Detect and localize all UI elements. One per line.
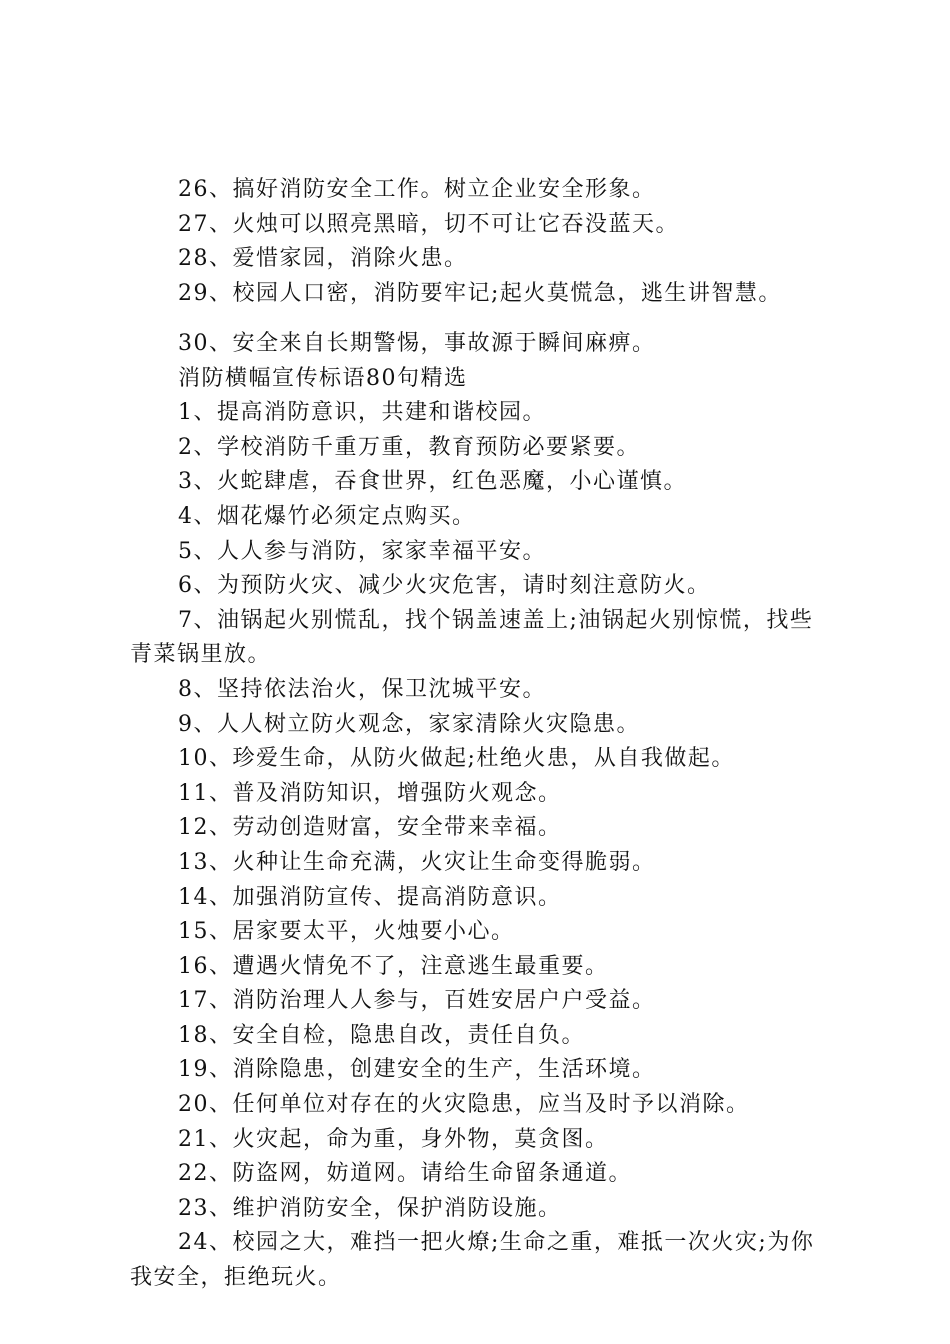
slogan-line: 30、安全来自长期警惕，事故源于瞬间麻痹。 (178, 331, 656, 356)
slogan-line: 11、普及消防知识，增强防火观念。 (178, 780, 562, 806)
slogan-line: 14、加强消防宣传、提高消防意识。 (178, 884, 562, 910)
slogan-line: 19、消除隐患，创建安全的生产，生活环境。 (178, 1057, 656, 1083)
slogan-line: 9、人人树立防火观念，家家清除火灾隐患。 (178, 711, 640, 737)
slogan-line: 1、提高消防意识，共建和谐校园。 (178, 400, 546, 426)
slogan-line: 7、油锅起火别慌乱，找个锅盖速盖上;油锅起火别惊慌，找些青菜锅里放。 (130, 607, 814, 668)
slogan-line: 26、搞好消防安全工作。树立企业安全形象。 (178, 177, 656, 202)
slogan-line: 10、珍爱生命，从防火做起;杜绝火患，从自我做起。 (178, 746, 735, 772)
slogan-line: 23、维护消防安全，保护消防设施。 (178, 1195, 562, 1221)
slogan-line: 12、劳动创造财富，安全带来幸福。 (178, 815, 562, 841)
slogan-line: 4、烟花爆竹必须定点购买。 (178, 503, 476, 529)
slogan-line: 28、爱惜家园，消除火患。 (178, 246, 468, 272)
slogan-line: 20、任何单位对存在的火灾隐患，应当及时予以消除。 (178, 1092, 750, 1118)
slogan-line: 22、防盗网，妨道网。请给生命留条通道。 (178, 1161, 632, 1187)
section-heading: 消防横幅宣传标语80句精选 (178, 365, 468, 391)
slogan-block-main (130, 327, 835, 1296)
slogan-line: 13、火种让生命充满，火灾让生命变得脆弱。 (178, 849, 656, 875)
slogan-line: 16、遭遇火情免不了，注意逃生最重要。 (178, 953, 609, 979)
slogan-line: 6、为预防火灾、减少火灾危害，请时刻注意防火。 (178, 573, 711, 599)
slogan-line: 8、坚持依法治火，保卫沈城平安。 (178, 676, 546, 702)
slogan-line: 3、火蛇肆虐，吞食世界，红色恶魔，小心谨慎。 (178, 469, 687, 495)
slogan-block-top (130, 173, 835, 311)
slogan-line: 21、火灾起，命为重，身外物，莫贪图。 (178, 1126, 609, 1152)
slogan-line: 29、校园人口密，消防要牢记;起火莫慌急，逃生讲智慧。 (178, 280, 782, 306)
slogan-line: 5、人人参与消防，家家幸福平安。 (178, 538, 546, 564)
slogan-line: 24、校园之大，难挡一把火燎;生命之重，难抵一次火灾;为你我安全，拒绝玩火。 (130, 1230, 815, 1291)
slogan-line: 18、安全自检，隐患自改，责任自负。 (178, 1022, 585, 1048)
slogan-line: 2、学校消防千重万重，教育预防必要紧要。 (178, 434, 640, 460)
slogan-line: 17、消防治理人人参与，百姓安居户户受益。 (178, 988, 656, 1014)
slogan-line: 27、火烛可以照亮黑暗，切不可让它吞没蓝天。 (178, 211, 679, 237)
slogan-line: 15、居家要太平，火烛要小心。 (178, 919, 515, 945)
